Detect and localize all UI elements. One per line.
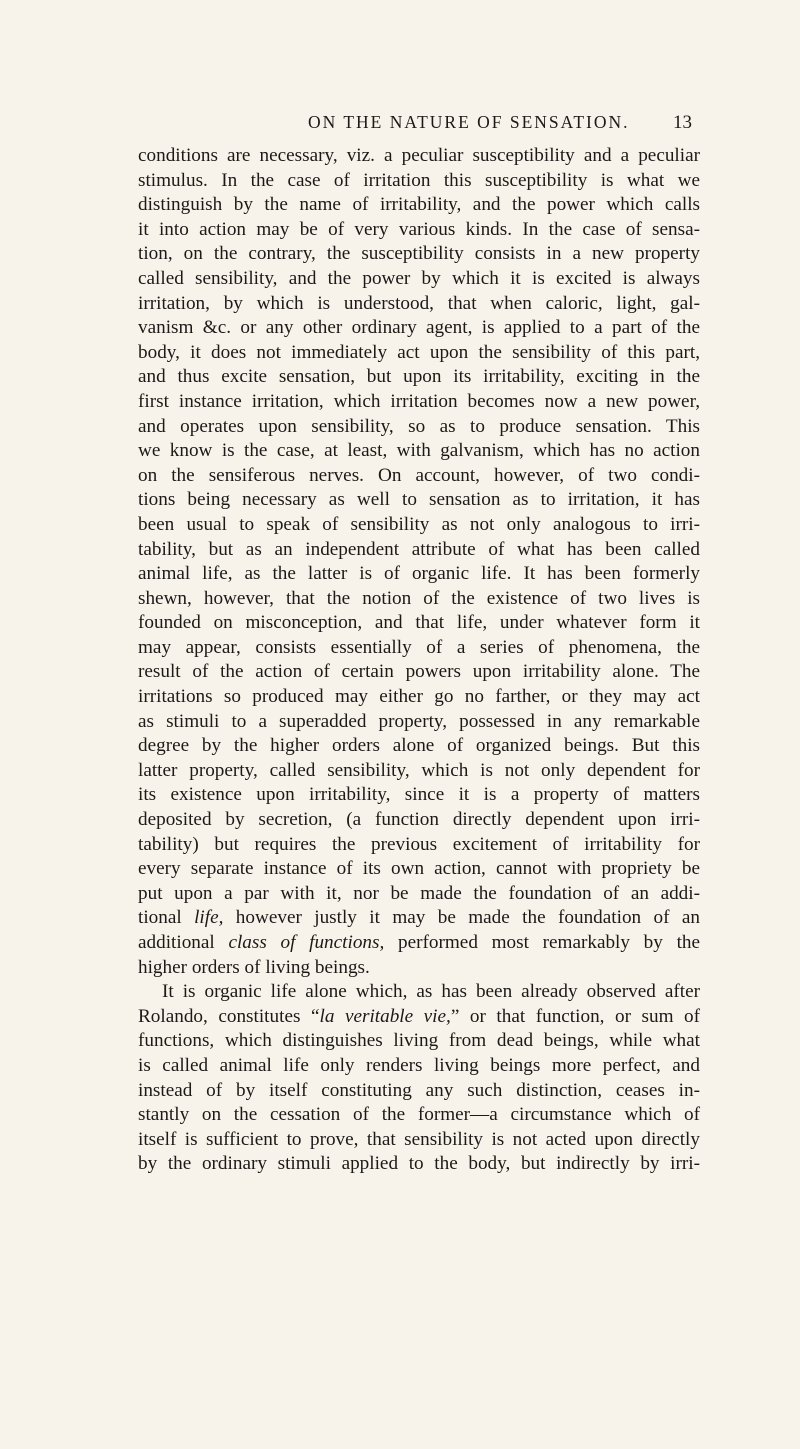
- text-line: and thus excite sensation, but upon its irritability, exciting in the: [138, 366, 700, 388]
- text-line: tability, but as an independent attribute of what has been called: [138, 538, 700, 560]
- line-text: performed most remarkably by the: [398, 932, 701, 953]
- text-line: instead of by itself constituting any such distinction, ceases in-: [138, 1079, 700, 1101]
- text-line: we know is the case, at least, with galvanism, which has no action: [138, 440, 700, 462]
- text-line: latter property, called sensibility, which is not only dependent for: [138, 759, 700, 781]
- text-line: as stimuli to a superadded property, possessed in any remarkable: [138, 710, 700, 732]
- text-line: animal life, as the latter is of organic life. It has been formerly: [138, 563, 700, 585]
- running-title: ON THE NATURE OF SENSATION.: [308, 112, 630, 132]
- text-line: conditions are necessary, viz. a peculiar susceptibility and a peculiar: [138, 145, 700, 166]
- line-text: ” or that function, or sum of: [450, 1005, 701, 1027]
- text-line: It is organic life alone which, as has been already observed after: [162, 981, 700, 1003]
- text-line: tability) but requires the previous excitement of irritability for: [138, 833, 700, 855]
- text-line: irritations so produced may either go no farther, or they may act: [138, 686, 700, 708]
- text-line: and operates upon sensibility, so as to produce sensation. This: [138, 415, 700, 437]
- text-line: called sensibility, and the power by which it is excited is always: [138, 267, 700, 289]
- text-line: distinguish by the name of irritability, and the power which calls: [138, 194, 700, 216]
- text-line: higher orders of living beings.: [138, 956, 370, 978]
- italic-phrase: la veritable vie,: [319, 1005, 451, 1027]
- paragraph-2: [138, 980, 700, 1177]
- paragraph-1: [138, 144, 700, 980]
- line-text: tional: [138, 907, 182, 929]
- text-line: tion, on the contrary, the susceptibility consists in a new property: [138, 243, 700, 265]
- line-text: however justly it may be made the foundation of an: [235, 907, 701, 929]
- text-line: may appear, consists essentially of a series of phenomena, the: [138, 636, 700, 658]
- text-line: itself is sufficient to prove, that sensibility is not acted upon directly: [138, 1128, 700, 1150]
- text-line: on the sensiferous nerves. On account, however, of two condi-: [138, 464, 700, 486]
- page-number: 13: [673, 112, 692, 133]
- text-line-with-italic: [138, 1005, 700, 1030]
- text-line: body, it does not immediately act upon the sensibility of this part,: [138, 341, 700, 363]
- text-line-with-italic: [138, 931, 700, 956]
- line-text: Rolando, constitutes “: [138, 1005, 320, 1027]
- text-line: every separate instance of its own action, cannot with propriety be: [138, 858, 700, 880]
- body-text: [138, 144, 700, 1177]
- text-line: stimulus. In the case of irritation this susceptibility is what we: [138, 169, 700, 191]
- italic-phrase: class of functions,: [228, 932, 385, 953]
- text-line: degree by the higher orders alone of organized beings. But this: [138, 735, 700, 757]
- text-line-with-italic: [138, 906, 700, 931]
- text-line: its existence upon irritability, since it is a property of matters: [138, 784, 700, 806]
- running-head: [308, 112, 692, 133]
- text-line: been usual to speak of sensibility as not only analogous to irri-: [138, 513, 700, 535]
- line-text: additional: [138, 932, 215, 953]
- text-line: shewn, however, that the notion of the existence of two lives is: [138, 587, 700, 609]
- text-line: functions, which distinguishes living from dead beings, while what: [138, 1030, 700, 1052]
- text-line: result of the action of certain powers upon irritability alone. The: [138, 661, 700, 683]
- italic-phrase: life,: [194, 907, 224, 929]
- text-line: by the ordinary stimuli applied to the body, but indirectly by irri-: [138, 1153, 700, 1175]
- text-line: is called animal life only renders living beings more perfect, and: [138, 1054, 700, 1076]
- text-line: it into action may be of very various kinds. In the case of sensa-: [138, 218, 700, 240]
- text-line: put upon a par with it, nor be made the foundation of an addi-: [138, 882, 700, 904]
- text-line: irritation, by which is understood, that when caloric, light, gal-: [138, 292, 700, 314]
- text-line: tions being necessary as well to sensation as to irritation, it has: [138, 489, 700, 511]
- text-line: founded on misconception, and that life, under whatever form it: [138, 612, 700, 634]
- text-line: first instance irritation, which irritation becomes now a new power,: [138, 390, 700, 412]
- text-line: stantly on the cessation of the former—a circumstance which of: [138, 1104, 700, 1126]
- text-line: vanism &c. or any other ordinary agent, is applied to a part of the: [138, 317, 700, 339]
- text-line: deposited by secretion, (a function directly dependent upon irri-: [138, 809, 700, 831]
